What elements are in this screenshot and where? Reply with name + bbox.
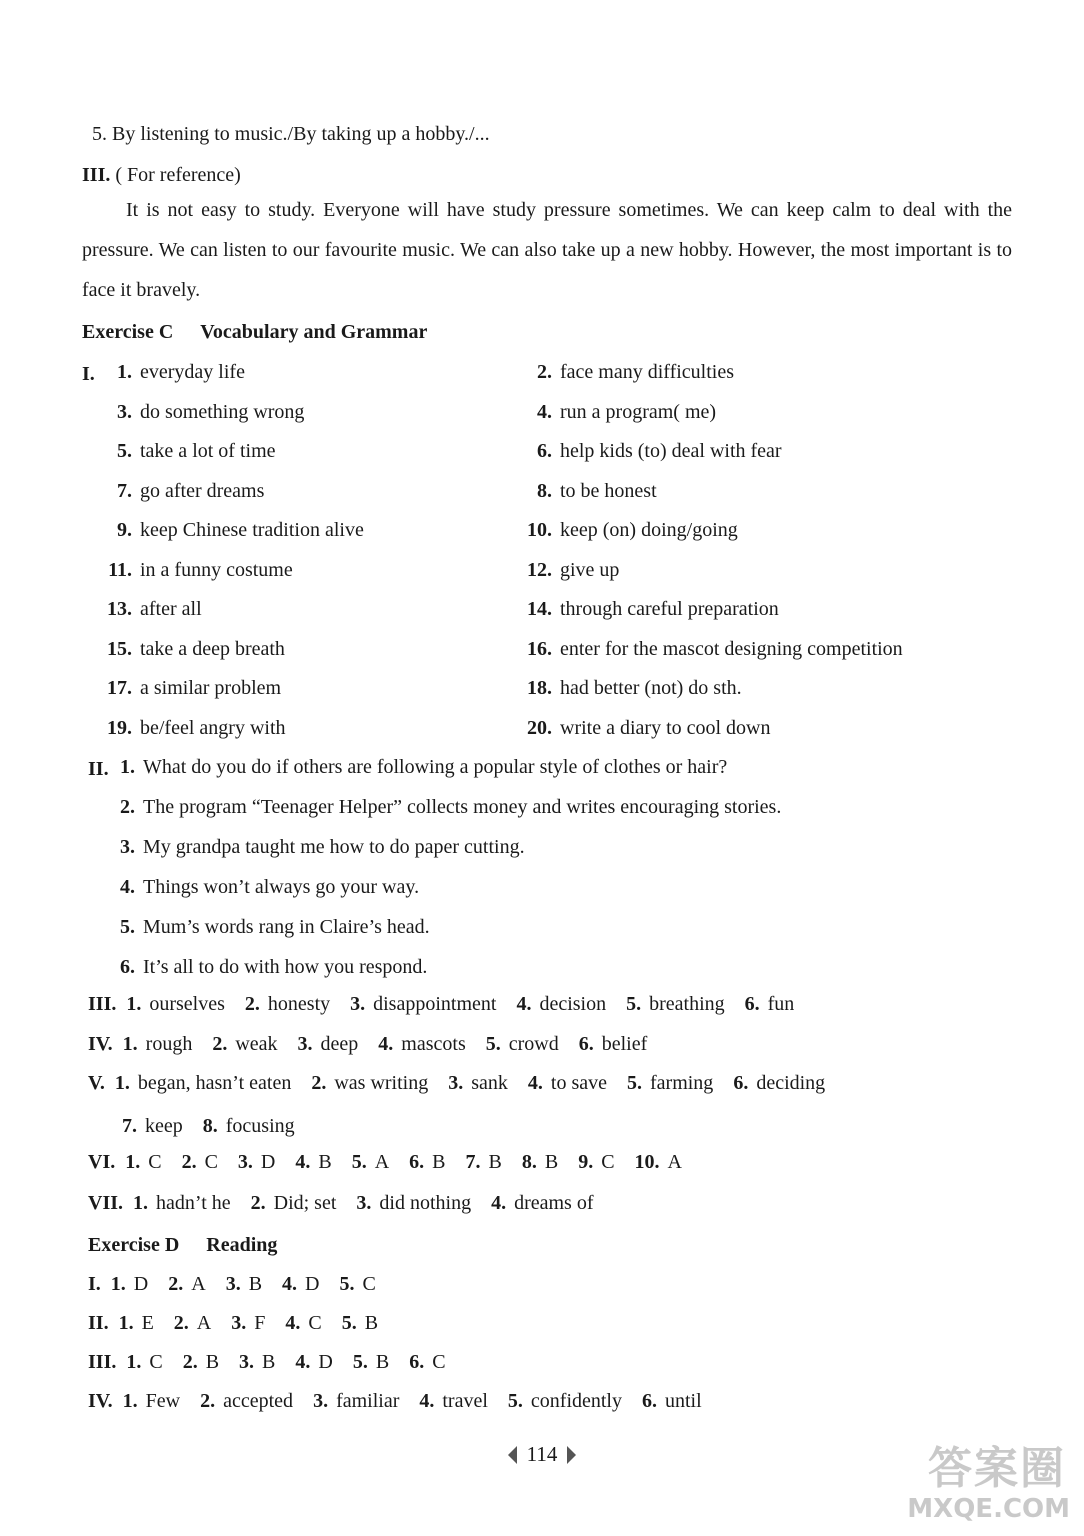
item-number: 3. — [120, 836, 135, 858]
item-number: 5. — [339, 1273, 355, 1295]
item-text: be/feel angry with — [140, 716, 286, 739]
item-number: 1. — [117, 361, 132, 383]
item-answer: B — [248, 1273, 263, 1295]
item-number: 4. — [537, 400, 552, 423]
item-answer: keep — [145, 1115, 183, 1137]
section-label: III. — [82, 164, 111, 186]
section-label: IV. — [88, 1033, 113, 1055]
item-number: 1. — [120, 756, 135, 778]
item-answer: C — [432, 1351, 446, 1373]
item-number: 13. — [107, 598, 132, 620]
answer-item — [117, 518, 364, 542]
exercise-c-heading — [82, 320, 427, 344]
item-number: 15. — [107, 637, 132, 660]
item-answer: C — [308, 1312, 322, 1334]
item-answer: dreams of — [514, 1192, 594, 1214]
item-number: 1. — [122, 1033, 138, 1055]
item-answer: accepted — [223, 1390, 294, 1412]
item-number: 19. — [107, 716, 132, 739]
sentence-item — [120, 875, 419, 899]
item-answer: C — [362, 1273, 376, 1295]
item-text: What do you do if others are following a popular style of clothes or hair? — [143, 756, 728, 778]
item-answer: E — [141, 1312, 154, 1334]
item-text: keep (on) doing/going — [560, 519, 738, 541]
item-answer: B — [205, 1351, 220, 1373]
item-answer: B — [262, 1351, 276, 1373]
exercise-subtitle: Reading — [206, 1234, 278, 1256]
item-number: 7. — [122, 1115, 137, 1137]
section-label: II. — [88, 758, 109, 780]
item-number: 5. — [117, 440, 132, 462]
item-number: 3. — [356, 1192, 372, 1214]
exercise-c-part-v — [88, 1071, 845, 1095]
section-label: I. — [88, 1273, 101, 1295]
answer-item — [537, 360, 735, 384]
item-number: 7. — [465, 1151, 481, 1173]
item-number: 2. — [181, 1151, 197, 1173]
watermark-cn: 答案圈 — [928, 1444, 1066, 1493]
item-text: to be honest — [560, 479, 657, 502]
item-text: take a lot of time — [140, 440, 276, 462]
answer-item — [537, 439, 782, 463]
answer-item — [117, 360, 245, 384]
answer-item — [527, 676, 742, 700]
item-answer: deciding — [756, 1072, 826, 1094]
item-number: 3. — [297, 1033, 313, 1055]
item-number: 3. — [117, 400, 132, 423]
item-text: a similar problem — [140, 677, 282, 699]
item-answer: hadn’t he — [156, 1192, 231, 1214]
item-text: Mum’s words rang in Claire’s head. — [143, 916, 430, 938]
item-answer: C — [148, 1151, 162, 1173]
item-answer: C — [204, 1151, 218, 1173]
item-number: 14. — [527, 598, 552, 620]
answer-item — [108, 558, 293, 582]
item-text: write a diary to cool down — [560, 716, 771, 739]
section-label: V. — [88, 1072, 105, 1094]
item-number: 4. — [282, 1273, 298, 1295]
item-number: 8. — [521, 1151, 537, 1173]
exercise-c-part-vii — [88, 1191, 614, 1215]
exercise-title: Exercise D — [88, 1234, 180, 1256]
item-text: enter for the mascot designing competition — [560, 637, 903, 660]
answer-item — [527, 637, 903, 661]
item-number: 2. — [182, 1351, 198, 1373]
item-number: 3. — [313, 1390, 329, 1412]
item-number: 5. — [507, 1390, 523, 1412]
reference-paragraph: It is not easy to study. Everyone will have study pressure sometimes. We can keep calm to deal with the pressure. We can listen to our favourite music. We can also take up a new hobby. However, the most important is to face it bravely. — [82, 199, 1012, 301]
item-number: 4. — [516, 993, 532, 1015]
item-text: help kids (to) deal with fear — [560, 440, 782, 462]
reference-note: ( For reference) — [115, 164, 241, 186]
item-number: 3. — [231, 1312, 247, 1334]
item-answer: D — [260, 1151, 276, 1173]
item-number: 10. — [527, 519, 552, 541]
item-number: 2. — [200, 1390, 216, 1412]
answer-item — [527, 558, 620, 582]
item-answer: mascots — [401, 1033, 466, 1055]
answer-item — [117, 439, 276, 463]
item-text: run a program( me) — [560, 400, 717, 423]
item-answer: B — [544, 1151, 559, 1173]
item-answer: began, hasn’t eaten — [137, 1072, 292, 1094]
item-number: 12. — [527, 558, 552, 581]
item-number: 10. — [634, 1151, 660, 1173]
item-answer: breathing — [649, 993, 725, 1015]
item-number: 4. — [491, 1192, 507, 1214]
sentence-item — [120, 955, 427, 979]
item-text: had better (not) do sth. — [560, 677, 742, 699]
answer-item — [527, 597, 779, 621]
item-answer: crowd — [508, 1033, 559, 1055]
item-number: 11. — [108, 558, 132, 581]
exercise-c-part-iii — [88, 992, 814, 1016]
item-number: 6. — [537, 440, 552, 462]
item-number: 16. — [527, 637, 552, 660]
watermark-logo — [906, 1432, 1076, 1528]
item-answer: Did; set — [273, 1192, 337, 1214]
item-number: 9. — [578, 1151, 594, 1173]
answer-item — [537, 400, 717, 424]
item-number: 8. — [537, 479, 552, 502]
item-number: 2. — [537, 361, 552, 383]
section-heading — [82, 163, 241, 187]
item-text: in a funny costume — [140, 558, 293, 581]
exercise-c-part-iv — [88, 1032, 667, 1056]
item-number: 4. — [378, 1033, 394, 1055]
item-text: My grandpa taught me how to do paper cutting. — [143, 836, 525, 858]
item-answer: deep — [320, 1033, 359, 1055]
item-number: 6. — [642, 1390, 657, 1412]
item-number: 6. — [733, 1072, 749, 1094]
item-answer: A — [191, 1273, 206, 1295]
item-number: 4. — [295, 1151, 311, 1173]
item-number: 2. — [120, 796, 135, 818]
answer-line: 5. By listening to music./By taking up a hobby./... — [92, 123, 490, 145]
section-label: III. — [88, 993, 117, 1015]
triangle-right-icon — [567, 1446, 576, 1464]
section-label: IV. — [88, 1390, 113, 1412]
item-number: 2. — [250, 1192, 266, 1214]
section-label: VII. — [88, 1192, 124, 1214]
item-number: 5. — [120, 916, 135, 938]
item-number: 5. — [352, 1351, 368, 1373]
item-number: 1. — [114, 1072, 130, 1094]
item-answer: rough — [145, 1033, 193, 1055]
item-answer: A — [667, 1151, 682, 1173]
item-number: 6. — [409, 1351, 425, 1373]
item-text: keep Chinese tradition alive — [140, 519, 364, 541]
item-number: 7. — [117, 479, 132, 502]
item-number: 9. — [117, 519, 132, 541]
exercise-c-part-v-cont — [122, 1114, 315, 1138]
item-number: 1. — [110, 1273, 126, 1295]
item-number: 4. — [285, 1312, 301, 1334]
item-number: 1. — [125, 1151, 141, 1173]
item-number: 3. — [239, 1351, 255, 1373]
item-number: 5. — [627, 1072, 642, 1094]
item-number: 2. — [244, 993, 260, 1015]
sentence-item — [120, 795, 781, 819]
item-answer: travel — [442, 1390, 488, 1412]
item-answer: C — [149, 1351, 163, 1373]
item-text: give up — [560, 558, 620, 581]
item-number: 5. — [485, 1033, 501, 1055]
item-text: The program “Teenager Helper” collects money and writes encouraging stories. — [143, 796, 782, 818]
answer-item — [117, 479, 265, 503]
item-number: 1. — [133, 1192, 149, 1214]
item-number: 2. — [173, 1312, 189, 1334]
item-number: 4. — [120, 876, 135, 898]
item-number: 20. — [527, 716, 552, 739]
item-answer: B — [318, 1151, 332, 1173]
item-number: 6. — [744, 993, 760, 1015]
item-number: 1. — [126, 993, 142, 1015]
item-answer: did nothing — [379, 1192, 472, 1214]
item-answer: disappointment — [373, 993, 497, 1015]
answer-item — [117, 400, 305, 424]
sentence-item — [120, 755, 727, 779]
exercise-d-heading — [88, 1233, 277, 1257]
item-answer: belief — [601, 1033, 648, 1055]
item-number: 4. — [295, 1351, 311, 1373]
item-answer: familiar — [336, 1390, 400, 1412]
exercise-title: Exercise C — [82, 321, 174, 343]
item-answer: honesty — [267, 993, 331, 1015]
item-number: 5. — [351, 1151, 367, 1173]
item-answer: A — [196, 1312, 212, 1334]
item-answer: fun — [767, 993, 795, 1015]
item-number: 2. — [168, 1273, 184, 1295]
item-number: 3. — [448, 1072, 464, 1094]
item-answer: A — [374, 1151, 390, 1173]
sentence-item — [120, 835, 525, 859]
item-text: after all — [140, 598, 202, 620]
item-answer: confidently — [530, 1390, 622, 1412]
exercise-d-part-iv — [88, 1389, 722, 1413]
item-number: 6. — [409, 1151, 425, 1173]
item-number: 6. — [120, 956, 135, 978]
exercise-c-part-vi — [88, 1150, 702, 1174]
item-number: 5. — [626, 993, 642, 1015]
item-number: 3. — [237, 1151, 253, 1173]
item-number: 1. — [122, 1390, 138, 1412]
item-number: 4. — [527, 1072, 543, 1094]
answer-item — [527, 716, 771, 740]
item-text: through careful preparation — [560, 598, 779, 620]
answer-item — [107, 676, 282, 700]
item-number: 3. — [225, 1273, 241, 1295]
item-answer: D — [133, 1273, 149, 1295]
item-text: It’s all to do with how you respond. — [143, 956, 428, 978]
item-answer: B — [364, 1312, 379, 1334]
item-answer: was writing — [334, 1072, 429, 1094]
item-number: 3. — [350, 993, 366, 1015]
item-answer: B — [488, 1151, 502, 1173]
page-number-text: 114 — [526, 1442, 558, 1466]
item-answer: Few — [145, 1390, 181, 1412]
item-number: 1. — [126, 1351, 142, 1373]
item-number: 17. — [107, 677, 132, 699]
triangle-left-icon — [508, 1446, 517, 1464]
item-answer: sank — [471, 1072, 508, 1094]
item-text: go after dreams — [140, 479, 265, 502]
item-answer: weak — [235, 1033, 278, 1055]
section-label: VI. — [88, 1151, 116, 1173]
answer-item — [537, 479, 657, 503]
section-label: II. — [88, 1312, 109, 1334]
item-text: do something wrong — [140, 400, 305, 423]
item-number: 6. — [578, 1033, 594, 1055]
item-answer: until — [665, 1390, 702, 1412]
item-number: 1. — [118, 1312, 134, 1334]
item-number: 5. — [341, 1312, 357, 1334]
item-text: face many difficulties — [560, 361, 735, 383]
item-answer: focusing — [225, 1115, 295, 1137]
item-answer: ourselves — [149, 993, 225, 1015]
answer-item — [107, 597, 202, 621]
item-answer: D — [305, 1273, 320, 1295]
answer-item — [527, 518, 738, 542]
item-answer: decision — [539, 993, 607, 1015]
item-answer: B — [432, 1151, 446, 1173]
item-number: 4. — [419, 1390, 435, 1412]
watermark-en: MXQE.COM — [907, 1494, 1070, 1524]
item-number: 18. — [527, 677, 552, 699]
item-answer: farming — [650, 1072, 714, 1094]
exercise-d-part-iii — [88, 1350, 466, 1374]
item-answer: C — [601, 1151, 615, 1173]
item-answer: to save — [550, 1072, 607, 1094]
item-text: Things won’t always go your way. — [143, 876, 420, 898]
item-text: take a deep breath — [140, 637, 285, 660]
item-number: 2. — [212, 1033, 228, 1055]
section-label: I. — [82, 363, 95, 385]
item-number: 2. — [311, 1072, 327, 1094]
item-number: 8. — [202, 1115, 218, 1137]
section-label: III. — [88, 1351, 117, 1373]
item-answer: F — [254, 1312, 266, 1334]
item-text: everyday life — [140, 361, 245, 383]
item-answer: B — [375, 1351, 390, 1373]
exercise-d-part-ii — [88, 1311, 398, 1335]
item-answer: D — [318, 1351, 333, 1373]
answer-item — [107, 637, 285, 661]
exercise-subtitle: Vocabulary and Grammar — [200, 321, 428, 343]
sentence-item — [120, 915, 430, 939]
answer-item — [107, 716, 286, 740]
exercise-d-part-i — [88, 1272, 396, 1296]
